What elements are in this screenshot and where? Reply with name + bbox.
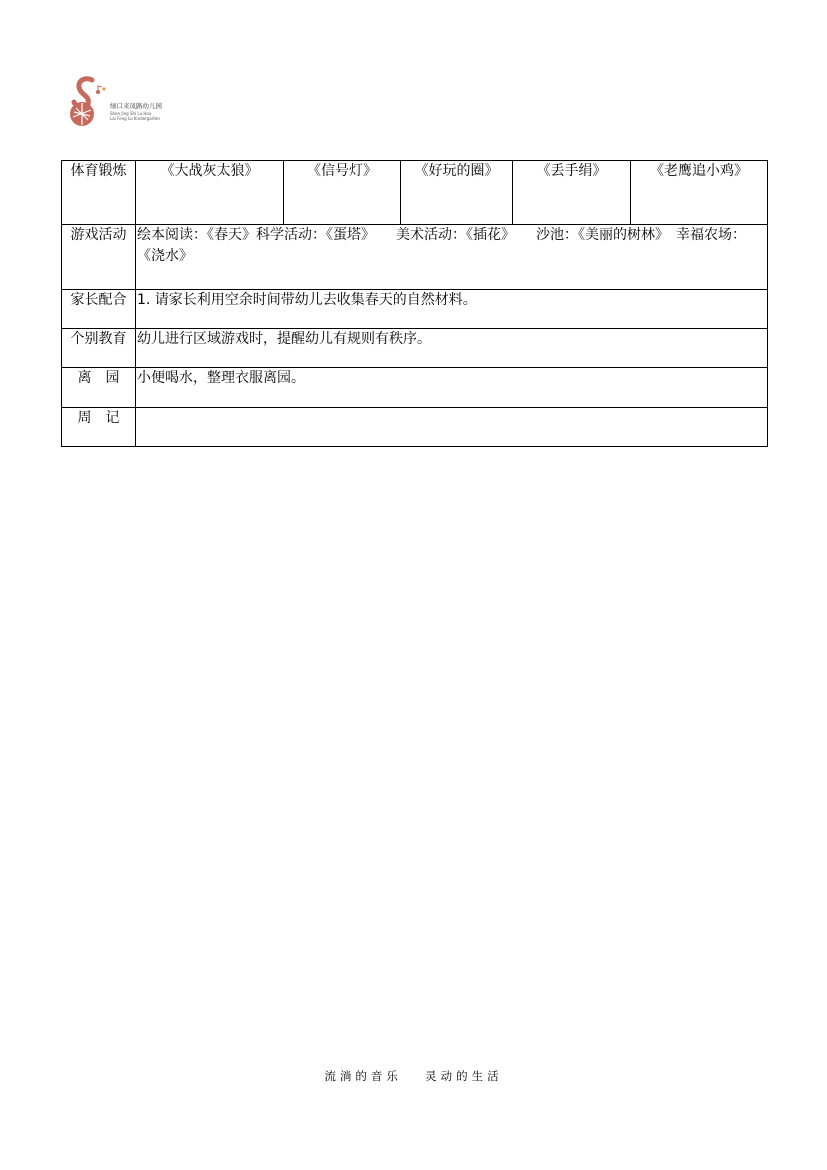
leave-content: 小便喝水，整理衣服离园。 (136, 368, 768, 408)
pe-item: 《丢手绢》 (513, 161, 631, 225)
table-row-weekly (62, 408, 768, 447)
row-label-pe: 体育锻炼 (62, 161, 136, 225)
row-label-weekly: 周 记 (62, 408, 136, 447)
individual-content: 幼儿进行区域游戏时，提醒幼儿有规则有秩序。 (136, 329, 768, 368)
table-row-pe (62, 161, 768, 225)
row-label-leave: 离 园 (62, 368, 136, 408)
pe-item: 《好玩的圈》 (401, 161, 513, 225)
pe-item: 《老鹰追小鸡》 (631, 161, 768, 225)
row-label-parent: 家长配合 (62, 290, 136, 329)
weekly-content (136, 408, 768, 447)
pe-item: 《信号灯》 (284, 161, 401, 225)
game-content: 绘本阅读：《春天》科学活动：《蛋塔》 美术活动：《插花》 沙池：《美丽的树林》 幸福农场：《浇水》 (136, 225, 768, 290)
kindergarten-logo (64, 72, 204, 132)
logo-emblem-icon (64, 72, 110, 132)
weekly-plan-table (61, 160, 768, 447)
row-label-individual: 个别教育 (62, 329, 136, 368)
table-row-leave (62, 368, 768, 408)
logo-school-name: 绿口来凤路幼儿园 (110, 102, 162, 110)
footer-motto: 流淌的音乐 灵动的生活 (324, 1069, 503, 1083)
table-row-parent (62, 290, 768, 329)
pe-item: 《大战灰太狼》 (136, 161, 284, 225)
logo-english: Lai Feng Lu Kindergarten (110, 115, 160, 121)
row-label-game: 游戏活动 (62, 225, 136, 290)
table-row-individual (62, 329, 768, 368)
parent-content: 1. 请家长利用空余时间带幼儿去收集春天的自然材料。 (136, 290, 768, 329)
logo-pinyin: Shen Jing Shi Lu Hou (110, 110, 152, 116)
table-row-game (62, 225, 768, 290)
